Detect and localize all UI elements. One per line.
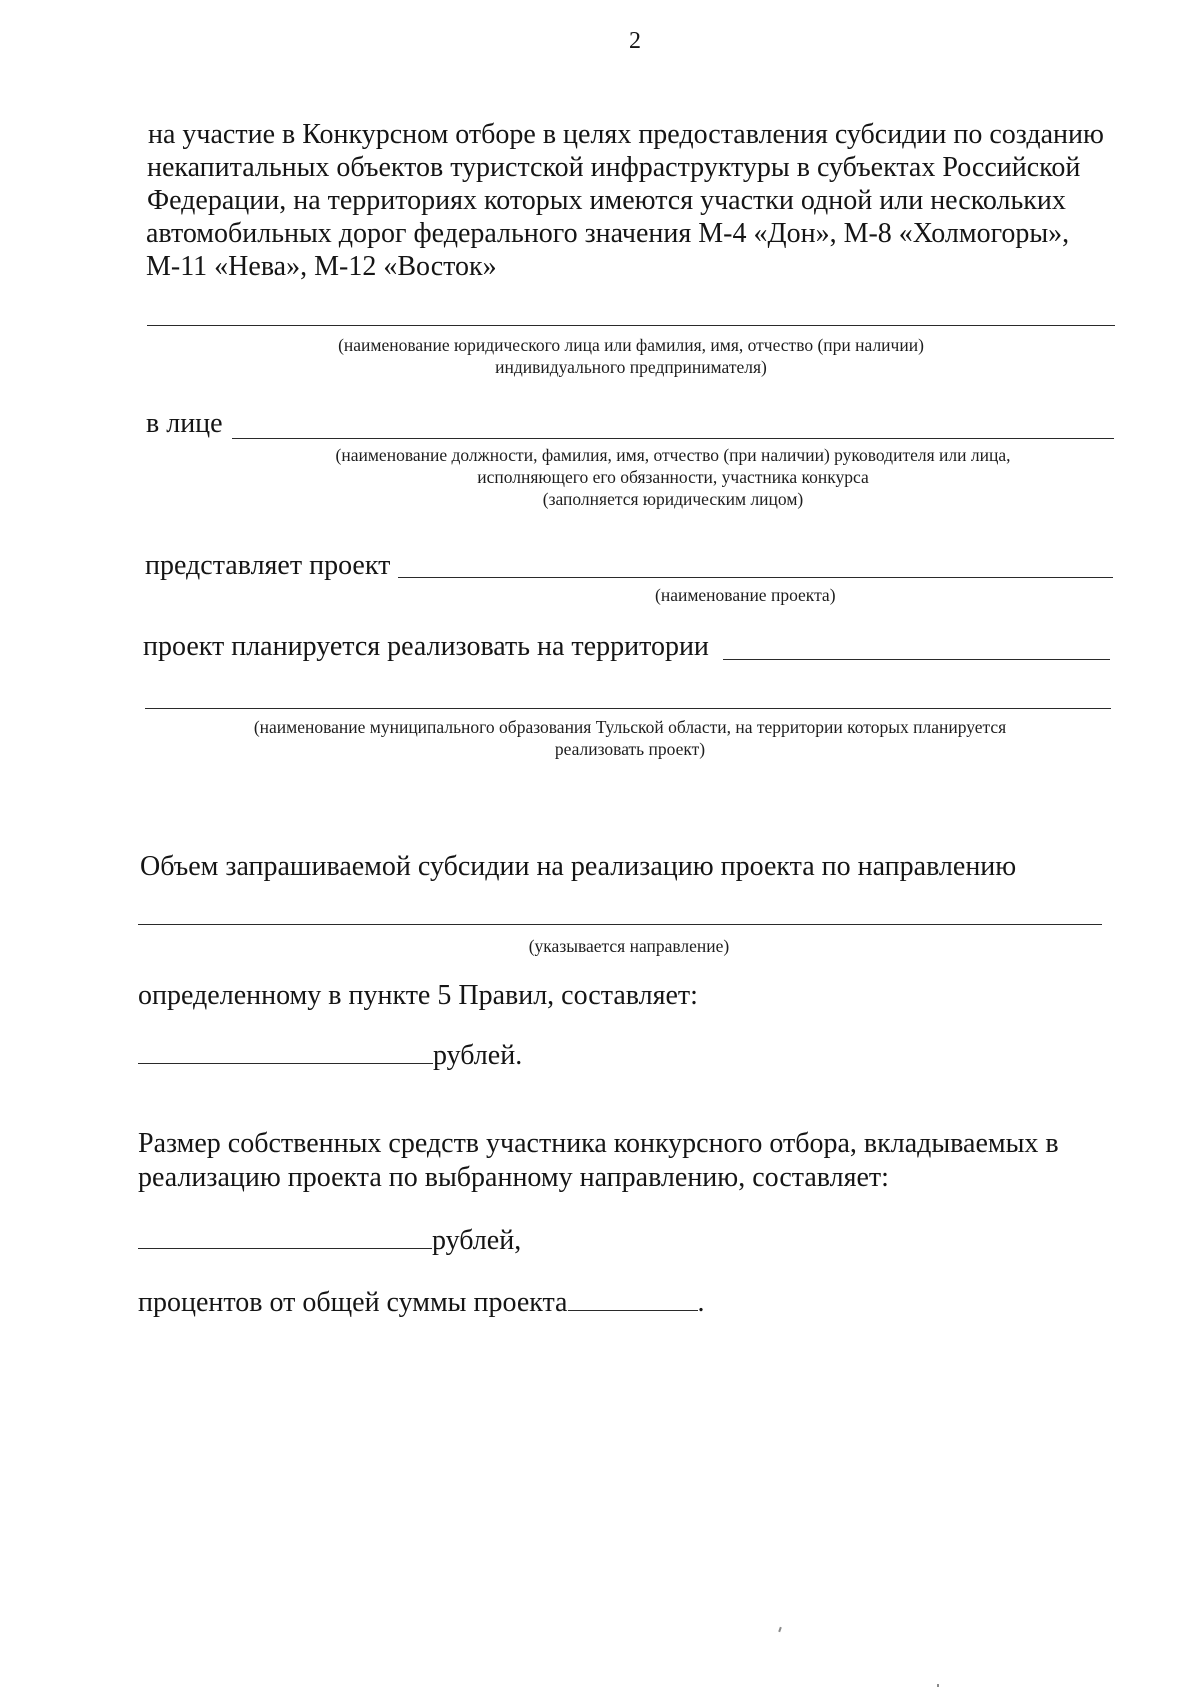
own-funds-percent-field[interactable]: [568, 1286, 698, 1311]
project-name-field[interactable]: [398, 577, 1113, 578]
own-funds-amount-field[interactable]: [138, 1224, 432, 1249]
own-funds-percent-end: .: [697, 1287, 705, 1318]
own-funds-amount-row: [138, 1224, 521, 1256]
own-funds-percent-row: [138, 1286, 705, 1318]
project-caption: (наименование проекта): [655, 585, 836, 605]
intro-line: автомобильных дорог федерального значения М-4 «Дон», М-8 «Холмогоры»,: [146, 218, 1070, 249]
caption-line: индивидуального предпринимателя): [495, 357, 767, 377]
page-number: 2: [629, 28, 641, 54]
represented-by-caption: [232, 444, 1114, 510]
caption-line: исполняющего его обязанности, участника конкурса: [477, 467, 869, 487]
own-funds-percent-label: процентов от общей суммы проекта: [138, 1287, 568, 1318]
subsidy-amount-row: [138, 1039, 522, 1071]
territory-field-full[interactable]: [145, 708, 1111, 709]
territory-caption: [140, 716, 1120, 760]
subsidy-direction-field[interactable]: [138, 924, 1102, 925]
territory-field-inline[interactable]: [723, 659, 1110, 660]
intro-line: М-11 «Нева», М-12 «Восток»: [146, 251, 497, 282]
applicant-name-field[interactable]: [147, 325, 1115, 326]
scan-speck: [937, 1684, 939, 1687]
subsidy-rule-text: определенному в пункте 5 Правил, составляет:: [138, 980, 698, 1011]
scan-speck: [778, 1627, 782, 1632]
caption-line: реализовать проект): [554, 739, 706, 759]
intro-line: некапитальных объектов туристской инфраструктуры в субъектах Российской: [147, 152, 1081, 183]
subsidy-amount-field[interactable]: [138, 1039, 433, 1064]
caption-line: (заполняется юридическим лицом): [542, 489, 804, 509]
intro-line: на участие в Конкурсном отборе в целях предоставления субсидии по созданию: [148, 119, 1104, 150]
intro-line: Федерации, на территориях которых имеются участки одной или нескольких: [147, 185, 1066, 216]
subsidy-heading: Объем запрашиваемой субсидии на реализацию проекта по направлению: [140, 851, 1017, 882]
caption-line: (наименование должности, фамилия, имя, отчество (при наличии) руководителя или лица,: [335, 445, 1011, 465]
own-funds-heading-line: Размер собственных средств участника конкурсного отбора, вкладываемых в: [138, 1128, 1059, 1159]
caption-line: (наименование муниципального образования Тульской области, на территории которых планируется: [253, 717, 1007, 737]
caption-line: (наименование юридического лица или фамилия, имя, отчество (при наличии): [338, 335, 924, 355]
applicant-caption: [147, 334, 1115, 378]
represented-by-field[interactable]: [232, 438, 1114, 439]
own-funds-rubles-label: рублей,: [432, 1225, 522, 1256]
subsidy-direction-caption: (указывается направление): [528, 936, 730, 956]
own-funds-heading-line: реализацию проекта по выбранному направлению, составляет:: [138, 1162, 889, 1193]
territory-label: проект планируется реализовать на территории: [143, 631, 709, 662]
project-label: представляет проект: [145, 550, 391, 581]
subsidy-rubles-label: рублей.: [433, 1040, 523, 1071]
represented-by-label: в лице: [146, 408, 223, 439]
